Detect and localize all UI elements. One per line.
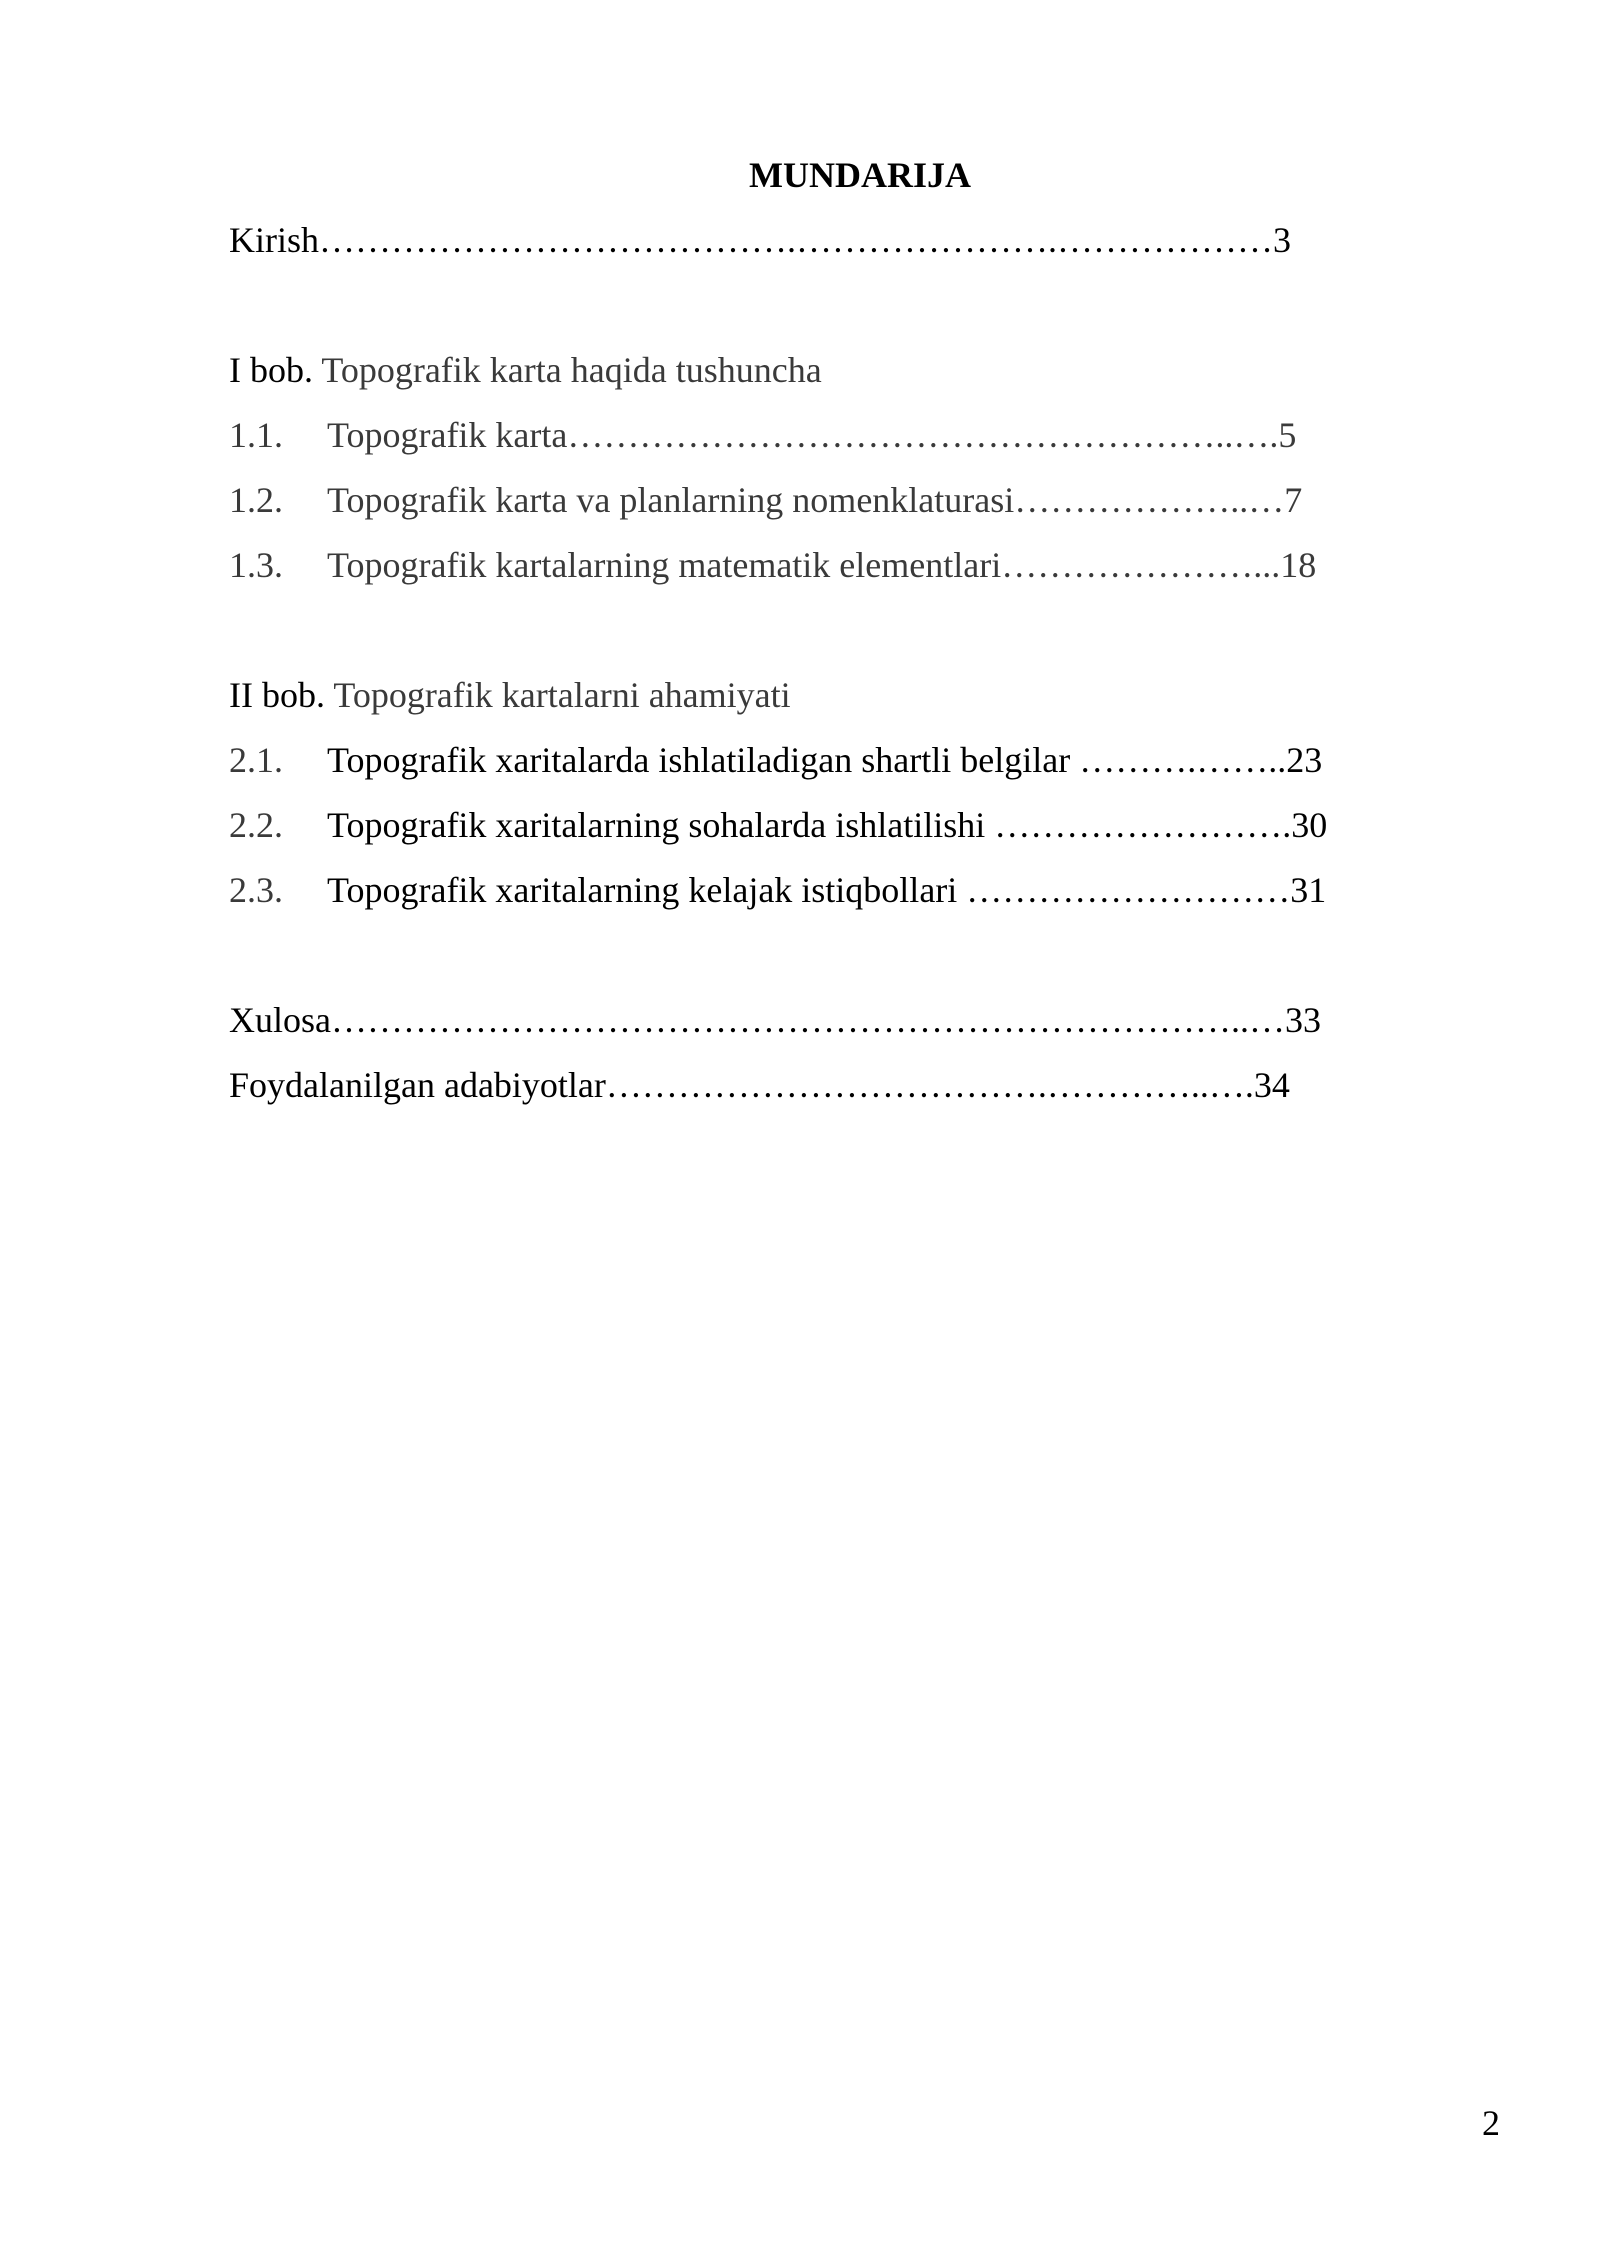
chapter-title: Topografik karta haqida tushuncha: [321, 350, 822, 390]
page-title: MUNDARIJA: [749, 155, 971, 195]
toc-chapter-2-heading: [229, 670, 791, 720]
toc-entry-introduction: [229, 215, 1291, 265]
toc-entry-number: 2.3.: [229, 870, 283, 910]
toc-entry-number: 1.2.: [229, 480, 283, 520]
toc-entry-text: Topografik karta va planlarning nomenklaturasi………………..…7: [327, 480, 1303, 520]
chapter-label: II bob.: [229, 675, 325, 715]
toc-entry-text: Topografik karta………………………………………………..….5: [327, 415, 1297, 455]
toc-entry-2-1: [229, 735, 1322, 785]
toc-entry-text: Kirish………………………………….………………….………………3: [229, 220, 1291, 260]
toc-entry-references: [229, 1060, 1290, 1110]
toc-entry-1-3: [229, 540, 1316, 590]
toc-entry-2-2: [229, 800, 1327, 850]
toc-entry-text: Topografik xaritalarning sohalarda ishlatilishi …………………….30: [327, 805, 1328, 845]
toc-entry-text: Xulosa…………………………………………………………………..…33: [229, 1000, 1321, 1040]
toc-chapter-1-heading: [229, 345, 822, 395]
toc-entry-text: Topografik xaritalarning kelajak istiqbollari ………………………31: [327, 870, 1327, 910]
toc-entry-text: Topografik xaritalarda ishlatiladigan shartli belgilar ……….……..23: [327, 740, 1323, 780]
toc-entry-2-3: [229, 865, 1326, 915]
toc-entry-1-2: [229, 475, 1302, 525]
toc-entry-1-1: [229, 410, 1296, 460]
toc-entry-text: Foydalanilgan adabiyotlar……………………………….…………..….34: [229, 1065, 1290, 1105]
toc-entry-number: 1.3.: [229, 545, 283, 585]
toc-entry-conclusion: [229, 995, 1321, 1045]
toc-entry-number: 1.1.: [229, 415, 283, 455]
chapter-label: I bob.: [229, 350, 313, 390]
toc-entry-text: Topografik kartalarning matematik elementlari…………………...18: [327, 545, 1317, 585]
chapter-title: Topografik kartalarni ahamiyati: [333, 675, 791, 715]
page-number: 2: [1482, 2103, 1500, 2143]
toc-entry-number: 2.1.: [229, 740, 283, 780]
toc-entry-number: 2.2.: [229, 805, 283, 845]
